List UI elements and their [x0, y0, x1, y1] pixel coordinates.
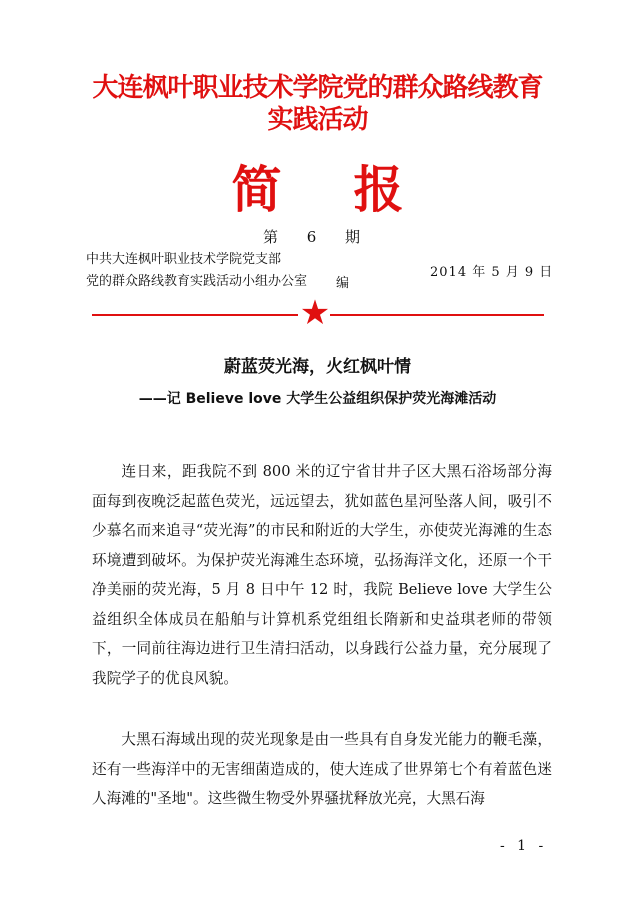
document-title-line-2: 实践活动: [267, 105, 368, 135]
paragraph-2-text: 大黑石海域出现的荧光现象是由一些具有自身发光能力的鞭毛藻，还有一些海洋中的无害细菌造成的，使大连成了世界第七个有着蓝色迷人海滩的"圣地"。这些微生物受外界骚扰释放光亮，大黑石海: [92, 731, 552, 807]
article-paragraph-1: [92, 457, 552, 693]
issuing-org-line-1: 中共大连枫叶职业技术学院党支部: [86, 252, 282, 267]
brief-title-char-2: 报: [353, 160, 404, 219]
document-title-line-1: 大连枫叶职业技术学院党的群众路线教育: [92, 73, 543, 103]
brief-title-char-1: 简: [231, 160, 282, 219]
article-subheadline: ——记 Believe love 大学生公益组织保护荧光海滩活动: [138, 391, 497, 407]
issue-number: 第 6 期: [262, 228, 373, 246]
star-icon: ★: [299, 293, 331, 333]
brief-title: [0, 160, 635, 220]
page-number: - 1 -: [500, 838, 548, 854]
red-divider-right: [330, 314, 544, 316]
paragraph-1-text: 连日来，距我院不到 800 米的辽宁省甘井子区大黑石浴场部分海面每到夜晚泛起蓝色荧光，远远望去，犹如蓝色星河坠落人间，吸引不少慕名而来追寻“荧光海”的市民和附近的大学生，亦使荧光海滩的生态环境遭到破坏。为保护荧光海滩生态环境，弘扬海洋文化，还原一个干净美丽的荧光海，5 月 8 日中午 12 时，我院 Believe love 大学生公益组织全体成员在船舶与计算机系党组组长隋新和史益琪老师的带领下，一同前往海边进行卫生清扫活动，以身践行公益力量，充分展现了我院学子的优良风貌。: [92, 463, 552, 687]
article-headline: 蔚蓝荧光海，火红枫叶情: [224, 357, 411, 377]
article-paragraph-2: [92, 725, 552, 814]
issue-date: 2014 年 5 月 9 日: [430, 265, 554, 280]
editor-mark: 编: [336, 276, 350, 291]
red-divider-left: [92, 314, 298, 316]
issuing-org-line-2: 党的群众路线教育实践活动小组办公室: [86, 274, 308, 289]
